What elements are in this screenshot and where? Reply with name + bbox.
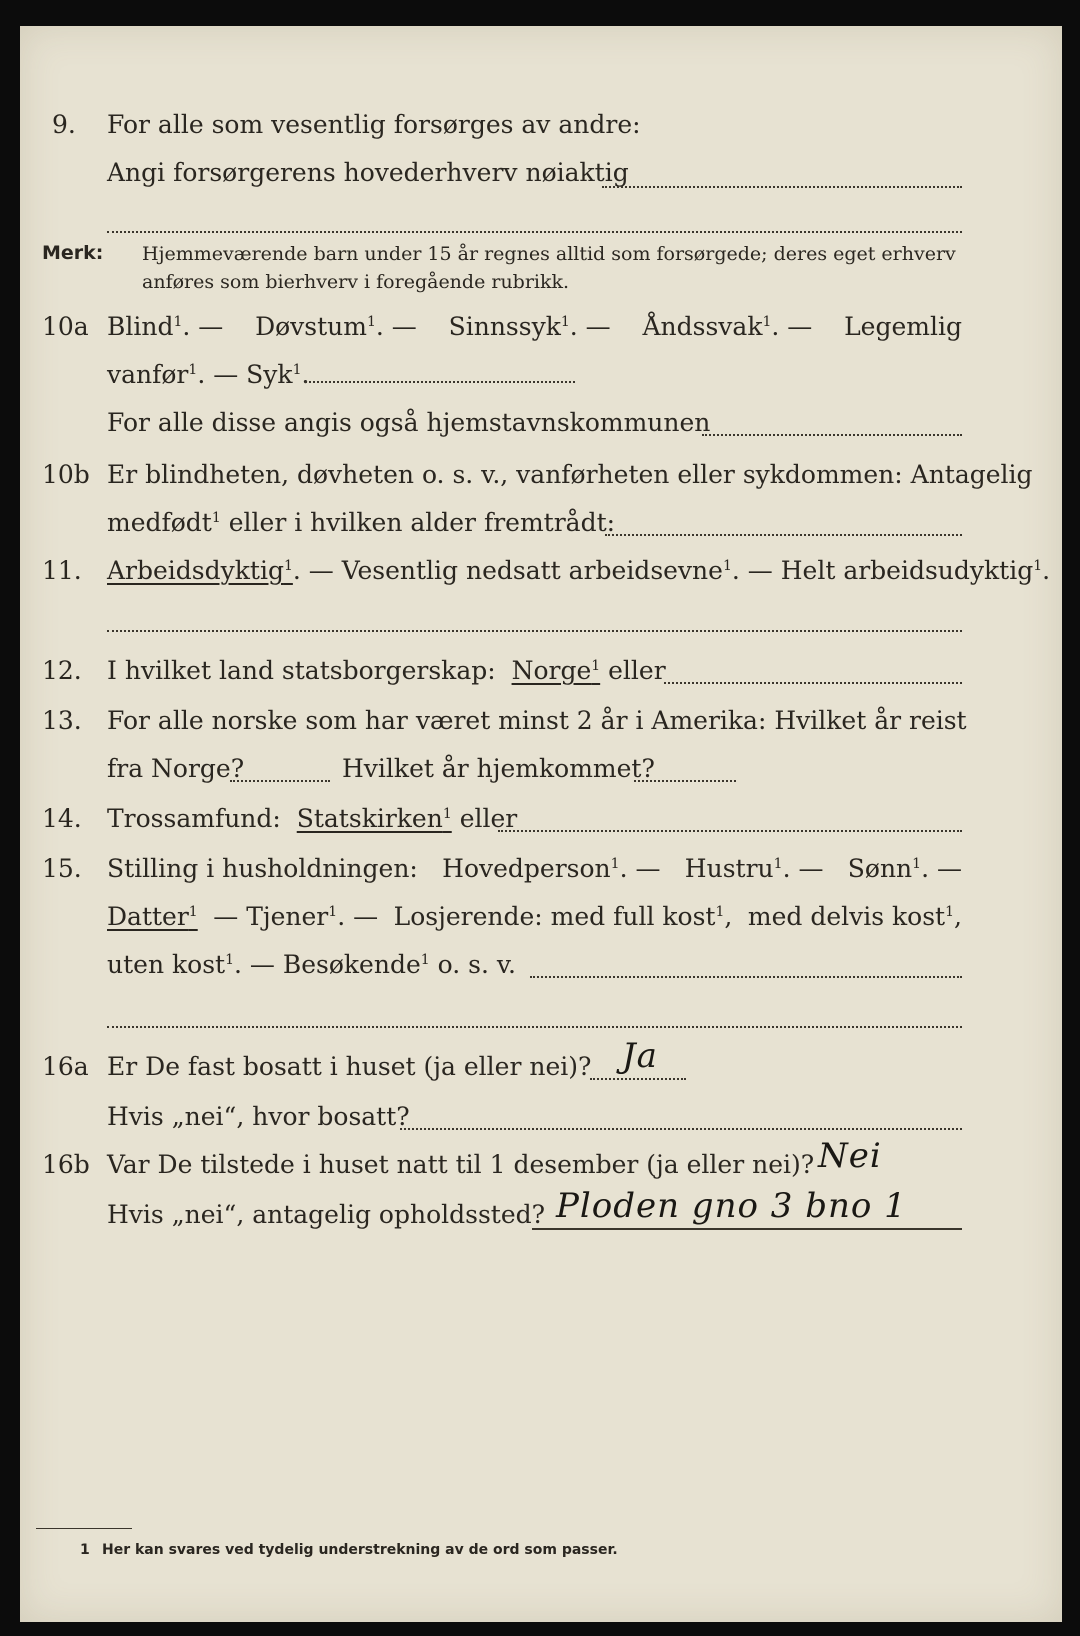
- q16b-line1: Var De tilstede i huset natt til 1 desember (ja eller nei)?: [107, 1150, 815, 1179]
- q15-option-datter[interactable]: Datter$^1$: [107, 902, 198, 931]
- q12-line1: [107, 656, 666, 686]
- q15-line2: [107, 902, 962, 932]
- q16a-hvor-field[interactable]: [400, 1128, 962, 1130]
- q10a-line1: [107, 312, 962, 342]
- q14-option-statskirken[interactable]: Statskirken$^1$: [296, 804, 452, 833]
- q10a-option-andssvak[interactable]: Åndssvak$^1$. —: [642, 312, 813, 341]
- q12-number: 12.: [42, 656, 82, 685]
- q10a-option-legemlig[interactable]: Legemlig: [844, 312, 962, 341]
- merk-label: Merk:: [42, 242, 104, 264]
- q10a-option-sinnssyk[interactable]: Sinnssyk$^1$. —: [448, 312, 611, 341]
- q15-option-delvis[interactable]: med delvis kost$^1$,: [747, 902, 962, 931]
- q13-line2b: Hvilket år hjemkommet?: [342, 754, 655, 783]
- footnote-rule: [36, 1528, 132, 1529]
- q15-line3: [107, 950, 516, 980]
- q16a-bosatt-field[interactable]: [590, 1078, 686, 1080]
- q14-line1: [107, 804, 517, 834]
- q13-hjemkommet-field[interactable]: [634, 780, 736, 782]
- q16a-handwritten-answer: Ja: [622, 1036, 658, 1076]
- footnote-text: Her kan svares ved tydelig understrekning av de ord som passer.: [102, 1542, 618, 1558]
- q16b-handwritten-answer2: Ploden gno 3 bno 1: [556, 1186, 907, 1226]
- q10a-number: 10a: [42, 312, 89, 341]
- q11-answer-field[interactable]: [107, 630, 962, 632]
- q16a-line1: Er De fast bosatt i huset (ja eller nei)?: [107, 1052, 592, 1081]
- q15-option-losjerende[interactable]: Losjerende: med full kost$^1$,: [393, 902, 733, 931]
- q10b-option-medfodt[interactable]: medfødt$^1$: [107, 508, 221, 537]
- q10a-line3: For alle disse angis også hjemstavnskommunen: [107, 408, 711, 437]
- q14-trossamfund-field[interactable]: [498, 830, 962, 832]
- q12-option-norge[interactable]: Norge$^1$: [511, 656, 601, 685]
- q15-number: 15.: [42, 854, 82, 883]
- q15-stilling-field[interactable]: [530, 976, 962, 978]
- q16a-number: 16a: [42, 1052, 89, 1081]
- q12-land-field[interactable]: [664, 682, 962, 684]
- q14-number: 14.: [42, 804, 82, 833]
- q9-line2: Angi forsørgerens hovederhverv nøiaktig: [107, 158, 629, 187]
- q10b-line1: Er blindheten, døvheten o. s. v., vanførheten eller sykdommen: Antagelig: [107, 460, 1033, 489]
- q10a-option-vanfor[interactable]: vanfør$^1$. —: [107, 360, 239, 389]
- q13-line1: For alle norske som har været minst 2 år i Amerika: Hvilket år reist: [107, 706, 967, 735]
- q15-option-hustru[interactable]: Hustru$^1$. —: [684, 854, 824, 883]
- q12-eller: eller: [608, 656, 666, 685]
- q13-line2a: fra Norge?: [107, 754, 245, 783]
- q12-label: I hvilket land statsborgerskap:: [107, 656, 496, 685]
- q11-line1: Arbeidsdyktig$^1$. — Vesentlig nedsatt arbeidsevne$^1$. — Helt arbeidsudyktig$^1$.: [107, 556, 1051, 585]
- q15-option-tjener[interactable]: — Tjener$^1$. —: [213, 902, 379, 931]
- q10b-number: 10b: [42, 460, 90, 489]
- q13-number: 13.: [42, 706, 82, 735]
- q16b-line2: Hvis „nei“, antagelig opholdssted?: [107, 1200, 546, 1229]
- q16b-number: 16b: [42, 1150, 90, 1179]
- q11-option-udyktig[interactable]: Helt arbeidsudyktig$^1$: [780, 556, 1043, 585]
- q10a-option-dovstum[interactable]: Døvstum$^1$. —: [255, 312, 417, 341]
- q15-option-uten[interactable]: uten kost$^1$. —: [107, 950, 275, 979]
- q9-number: 9.: [52, 110, 76, 139]
- q15-osv: o. s. v.: [437, 950, 516, 979]
- merk-line2: anføres som bierhverv i foregående rubrikk.: [142, 271, 570, 293]
- q15-option-sonn[interactable]: Sønn$^1$. —: [847, 854, 962, 883]
- q15-answer-field-2[interactable]: [107, 1026, 962, 1028]
- q10a-option-blind[interactable]: Blind$^1$. —: [107, 312, 224, 341]
- q10a-line2: [107, 360, 309, 390]
- q14-eller: eller: [459, 804, 518, 833]
- merk-line1: Hjemmeværende barn under 15 år regnes alltid som forsørgede; deres eget erhverv: [142, 243, 956, 265]
- q10a-syk-field[interactable]: [305, 381, 575, 383]
- q9-answer-field[interactable]: [602, 186, 962, 188]
- q16a-line2: Hvis „nei“, hvor bosatt?: [107, 1102, 410, 1131]
- q10b-line2: [107, 508, 615, 538]
- q15-line1: [107, 854, 962, 884]
- q11-option-arbeidsdyktig[interactable]: Arbeidsdyktig$^1$: [107, 556, 293, 585]
- footnote-mark: 1: [80, 1542, 90, 1558]
- q9-answer-field-2[interactable]: [107, 231, 962, 233]
- q16b-opholdssted-field[interactable]: [532, 1228, 962, 1230]
- q13-reist-field[interactable]: [230, 780, 330, 782]
- q15-label: Stilling i husholdningen:: [107, 854, 418, 883]
- q15-option-besokende[interactable]: Besøkende$^1$: [282, 950, 430, 979]
- q14-label: Trossamfund:: [107, 804, 281, 833]
- census-form-page: [20, 26, 1062, 1622]
- q10b-alder-field[interactable]: [605, 534, 962, 536]
- q10a-hjemstavn-field[interactable]: [702, 434, 962, 436]
- q15-option-hovedperson[interactable]: Hovedperson$^1$. —: [442, 854, 661, 883]
- q11-option-nedsatt[interactable]: Vesentlig nedsatt arbeidsevne$^1$: [341, 556, 732, 585]
- q11-number: 11.: [42, 556, 82, 585]
- q10a-option-syk[interactable]: Syk$^1$.: [246, 360, 310, 389]
- q16b-handwritten-answer1: Nei: [818, 1136, 882, 1176]
- q10b-alder-label: eller i hvilken alder fremtrådt:: [228, 508, 616, 537]
- q9-line1: For alle som vesentlig forsørges av andre:: [107, 110, 641, 139]
